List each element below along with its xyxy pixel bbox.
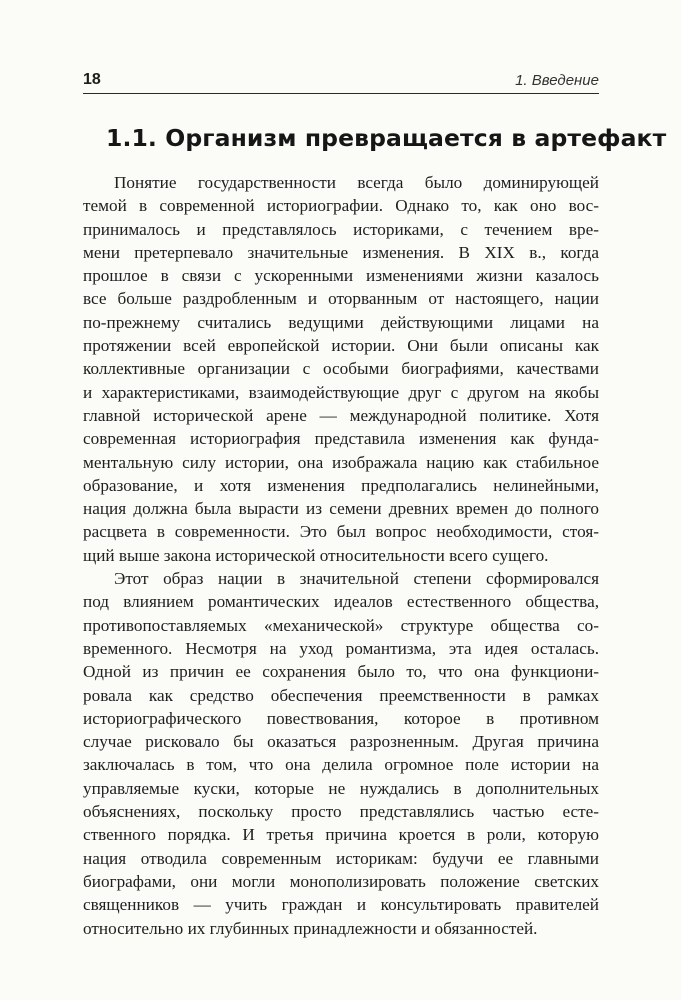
text-line: противопоставляемых «механической» структуре общества со- bbox=[83, 615, 599, 635]
running-header bbox=[83, 68, 599, 94]
body-text bbox=[83, 171, 599, 940]
text-line: щий выше закона исторической относительности всего сущего. bbox=[83, 545, 549, 565]
text-line: священников — учить граждан и консультировать правителей bbox=[83, 895, 599, 915]
text-line: Понятие государственности всегда было доминирующей bbox=[114, 173, 599, 192]
text-line: управляемые куски, которые не нуждались в дополнительных bbox=[83, 778, 599, 798]
running-chapter-title: 1. Введение bbox=[515, 72, 599, 89]
text-line: и характеристиками, взаимодействующие друг с другом на якобы bbox=[83, 382, 599, 402]
text-line: темой в современной историографии. Однако то, как оно вос- bbox=[83, 196, 599, 216]
text-line: современная историография представила изменения как фунда- bbox=[83, 429, 599, 449]
text-line: ственного порядка. И третья причина кроется в роли, которую bbox=[83, 825, 599, 845]
text-line: объяснениях, поскольку просто представлялись частью есте- bbox=[83, 802, 599, 822]
section-heading: 1.1. Организм превращается в артефакт bbox=[106, 124, 667, 152]
text-line: нация должна была вырасти из семени древних времен до полного bbox=[83, 499, 599, 519]
text-line: нация отводила современным историкам: будучи ее главными bbox=[83, 848, 599, 868]
text-line: заключалась в том, что она делила огромное поле истории на bbox=[83, 755, 599, 775]
text-line: под влиянием романтических идеалов естественного общества, bbox=[83, 592, 599, 612]
text-line: протяжении всей европейской истории. Они были описаны как bbox=[83, 336, 599, 356]
text-line: принималось и представлялось историками, с течением вре- bbox=[83, 219, 599, 239]
text-line: случае рисковало бы оказаться разрозненным. Другая причина bbox=[83, 732, 599, 752]
text-line: образование, и хотя изменения предполагались нелинейными, bbox=[83, 475, 599, 495]
text-line: ментальную силу истории, она изображала нацию как стабильное bbox=[83, 452, 599, 472]
text-line: главной исторической арене — международной политике. Хотя bbox=[83, 405, 599, 425]
text-line: по-прежнему считались ведущими действующими лицами на bbox=[83, 312, 599, 332]
text-line: Этот образ нации в значительной степени сформировался bbox=[114, 569, 599, 589]
text-line: историографического повествования, которое в противном bbox=[83, 708, 599, 728]
page-number: 18 bbox=[83, 71, 101, 88]
text-line: коллективные организации с особыми биографиями, качествами bbox=[83, 359, 599, 379]
text-line: прошлое в связи с ускоренными изменениями жизни казалось bbox=[83, 266, 599, 286]
paragraph bbox=[83, 171, 599, 567]
text-line: все больше раздробленным и оторванным от настоящего, нации bbox=[83, 289, 599, 309]
text-line: ровала как средство обеспечения преемственности в рамках bbox=[83, 685, 599, 705]
text-line: временного. Несмотря на уход романтизма, эта идея осталась. bbox=[83, 638, 599, 658]
text-line: расцвета в современности. Это был вопрос необходимости, стоя- bbox=[83, 522, 599, 542]
paragraph bbox=[83, 567, 599, 940]
text-line: мени претерпевало значительные изменения. В XIX в., когда bbox=[83, 242, 599, 262]
text-line: Одной из причин ее сохранения было то, что она функциони- bbox=[83, 662, 599, 682]
text-line: относительно их глубинных принадлежности и обязанностей. bbox=[83, 918, 538, 938]
text-line: биографами, они могли монополизировать положение светских bbox=[83, 871, 599, 891]
